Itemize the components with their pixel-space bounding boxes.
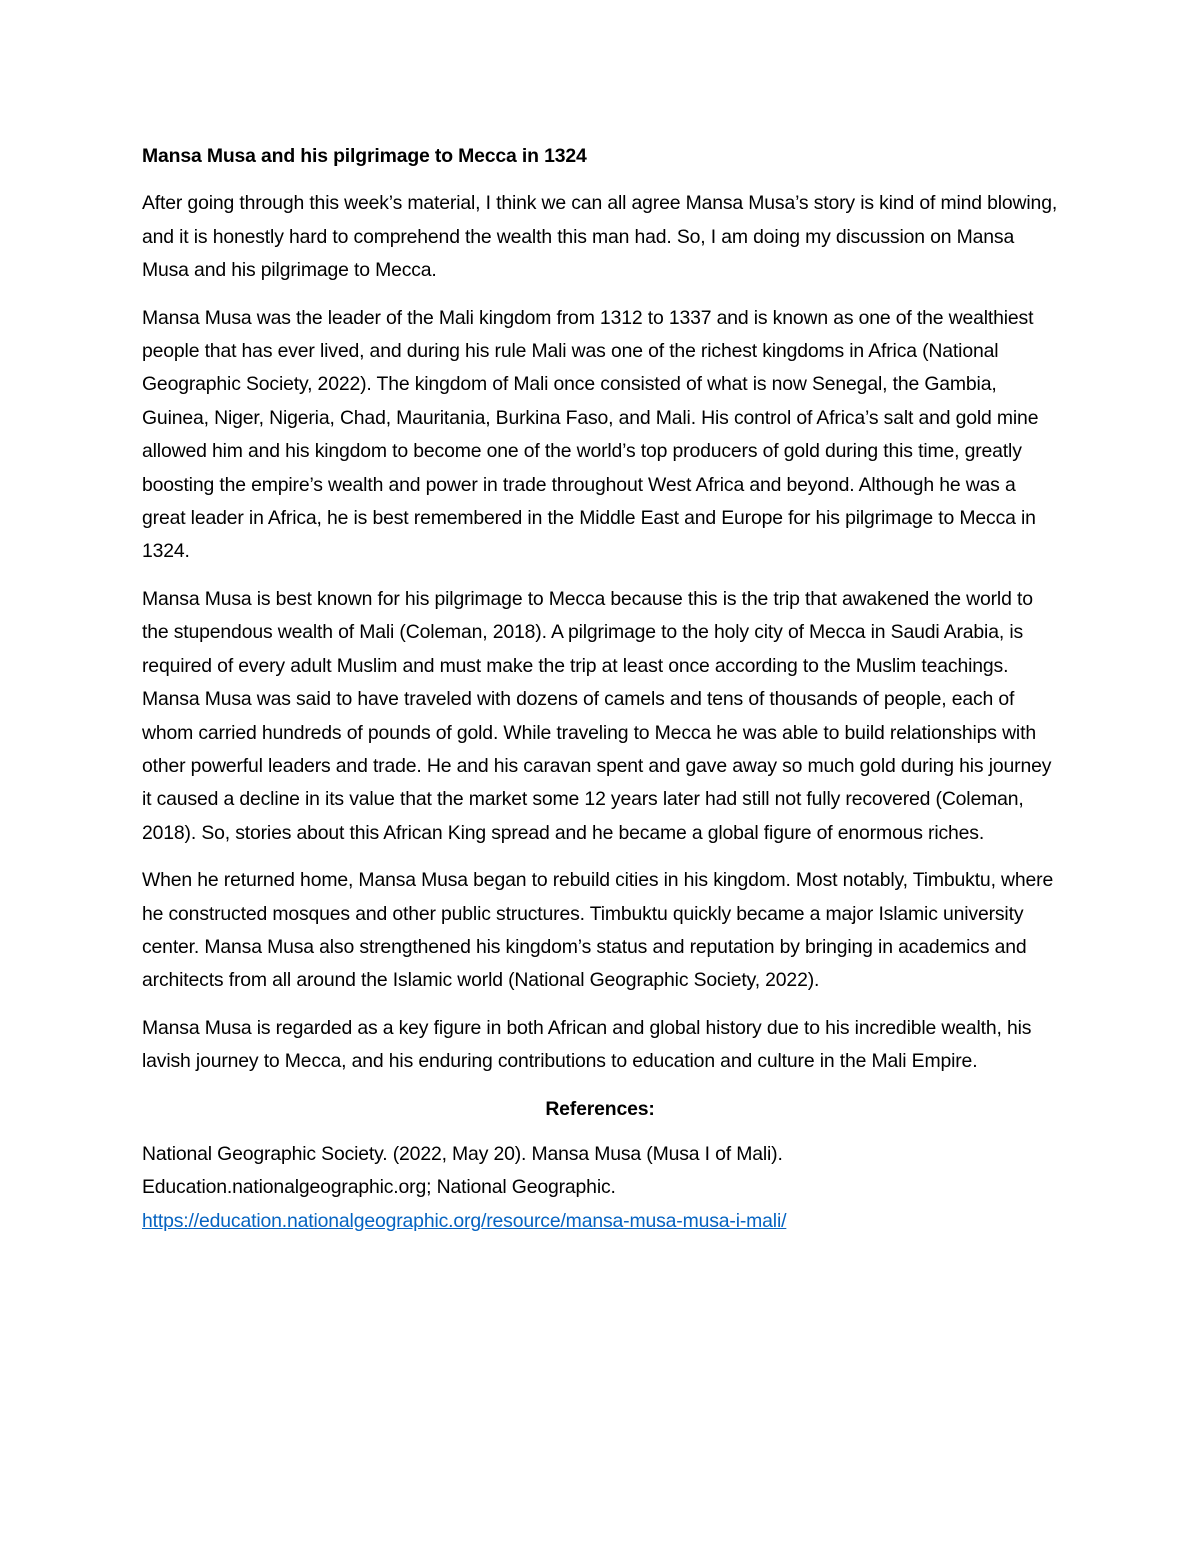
document-title: Mansa Musa and his pilgrimage to Mecca in 1324 — [142, 145, 587, 167]
paragraph-mali-kingdom: Mansa Musa was the leader of the Mali kingdom from 1312 to 1337 and is known as one of the wealthiest people that has ever lived, and during his rule Mali was one of the richest kingdoms in Africa (National Geographic Society, 2022). The kingdom of Mali once consisted of what is now Senegal, the Gambia, Guinea, Niger, Nigeria, Chad, Mauritania, Burkina Faso, and Mali. His control of Africa’s salt and gold mine allowed him and his kingdom to become one of the world’s top producers of gold during this time, greatly boosting the empire’s wealth and power in trade throughout West Africa and beyond. Although he was a great leader in Africa, he is best remembered in the Middle East and Europe for his pilgrimage to Mecca in 1324. — [142, 306, 1039, 563]
paragraph-return-home: When he returned home, Mansa Musa began to rebuild cities in his kingdom. Most notably, Timbuktu, where he constructed mosques and other public structures. Timbuktu quickly became a major Islamic university center. Mansa Musa also strengthened his kingdom’s status and reputation by bringing in academics and architects from all around the Islamic world (National Geographic Society, 2022). — [142, 869, 1054, 992]
reference-text: National Geographic Society. (2022, May 20). Mansa Musa (Musa I of Mali). Education.nationalgeographic.org; National Geographic. — [142, 1142, 783, 1199]
paragraph-conclusion: Mansa Musa is regarded as a key figure in both African and global history due to his incredible wealth, his lavish journey to Mecca, and his enduring contributions to education and culture in the Mali Empire. — [142, 1016, 1032, 1073]
reference-link[interactable]: https://education.nationalgeographic.org/resource/mansa-musa-musa-i-mali/ — [142, 1209, 787, 1232]
reference-entry — [142, 1138, 1058, 1238]
document-page — [142, 140, 1058, 1238]
paragraph-intro: After going through this week’s material, I think we can all agree Mansa Musa’s story is kind of mind blowing, and it is honestly hard to comprehend the wealth this man had. So, I am doing my discussion on Mansa Musa and his pilgrimage to Mecca. — [142, 192, 1058, 282]
paragraph-pilgrimage: Mansa Musa is best known for his pilgrimage to Mecca because this is the trip that awakened the world to the stupendous wealth of Mali (Coleman, 2018). A pilgrimage to the holy city of Mecca in Saudi Arabia, is required of every adult Muslim and must make the trip at least once according to the Muslim teachings. Mansa Musa was said to have traveled with dozens of camels and tens of thousands of people, each of whom carried hundreds of pounds of gold. While traveling to Mecca he was able to build relationships with other powerful leaders and trade. He and his caravan spent and gave away so much gold during his journey it caused a decline in its value that the market some 12 years later had still not fully recovered (Coleman, 2018). So, stories about this African King spread and he became a global figure of enormous riches. — [142, 587, 1052, 844]
references-heading: References: — [545, 1097, 655, 1120]
